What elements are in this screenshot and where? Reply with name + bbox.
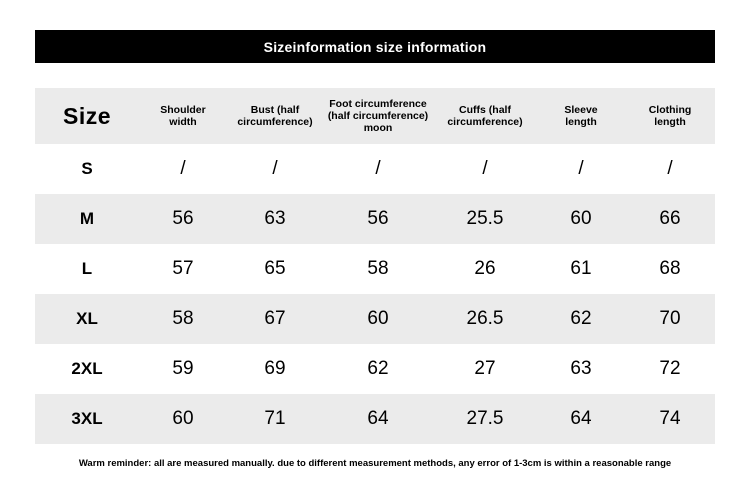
cell-clothing: 70 <box>659 308 681 329</box>
column-header-cuffs <box>433 88 537 144</box>
cell-cuffs: 25.5 <box>466 208 504 229</box>
header-line-1: Clothing <box>648 103 692 116</box>
table-row <box>35 144 715 194</box>
header-line-1: Cuffs (half circumference) <box>447 103 523 128</box>
row-size-label: M <box>79 209 95 228</box>
cell-cuffs: / <box>482 158 488 179</box>
header-line-1: Sleeve <box>564 103 598 116</box>
table-row <box>35 244 715 294</box>
header-line-2: length <box>654 116 686 128</box>
title-bar <box>35 30 715 63</box>
header-line-2: moon <box>363 122 393 135</box>
cell-shoulder: 56 <box>172 208 194 229</box>
cell-cuffs: 27 <box>474 358 496 379</box>
cell-bust: 67 <box>264 308 286 329</box>
header-line-1: Shoulder <box>160 103 206 116</box>
table-row <box>35 344 715 394</box>
cell-sleeve: 61 <box>570 258 592 279</box>
row-size-label: XL <box>76 309 98 328</box>
column-header-bust <box>227 88 323 144</box>
cell-foot: 56 <box>367 208 389 229</box>
cell-shoulder: 60 <box>172 408 194 429</box>
cell-sleeve: 62 <box>570 308 592 329</box>
cell-foot: 60 <box>367 308 389 329</box>
column-header-size: Size <box>62 102 112 129</box>
cell-sleeve: 60 <box>570 208 592 229</box>
cell-cuffs: 26.5 <box>466 308 504 329</box>
cell-shoulder: 59 <box>172 358 194 379</box>
cell-bust: / <box>272 158 278 179</box>
header-line-1: Bust (half <box>250 103 300 116</box>
cell-shoulder: 57 <box>172 258 194 279</box>
column-header-sleeve-length <box>537 88 625 144</box>
table-row <box>35 294 715 344</box>
header-line-2: circumference) <box>237 116 313 128</box>
warm-reminder-note: Warm reminder: all are measured manually. due to different measurement methods, any error of 1-3cm is within a reasonable range <box>78 458 672 469</box>
row-size-label: 3XL <box>71 409 103 428</box>
header-line-1: Foot circumference (half circumference) <box>327 97 429 122</box>
cell-foot: 64 <box>367 408 389 429</box>
table-header-row <box>35 88 715 144</box>
table-row <box>35 194 715 244</box>
row-size-label: S <box>81 159 93 178</box>
row-size-label: L <box>81 259 93 278</box>
cell-clothing: 68 <box>659 258 681 279</box>
cell-bust: 71 <box>264 408 286 429</box>
header-line-2: length <box>565 116 597 128</box>
column-header-foot-circumference <box>323 88 433 144</box>
cell-clothing: 66 <box>659 208 681 229</box>
table-row <box>35 394 715 444</box>
cell-shoulder: / <box>180 158 186 179</box>
cell-foot: 58 <box>367 258 389 279</box>
cell-bust: 65 <box>264 258 286 279</box>
page-title: Sizeinformation size information <box>263 38 487 55</box>
cell-clothing: 74 <box>659 408 681 429</box>
header-line-2: width <box>169 116 197 128</box>
cell-foot: 62 <box>367 358 389 379</box>
cell-clothing: 72 <box>659 358 681 379</box>
cell-shoulder: 58 <box>172 308 194 329</box>
cell-sleeve: / <box>578 158 584 179</box>
cell-sleeve: 64 <box>570 408 592 429</box>
column-header-shoulder-width <box>139 88 227 144</box>
cell-cuffs: 26 <box>474 258 496 279</box>
row-size-label: 2XL <box>71 359 103 378</box>
cell-foot: / <box>375 158 381 179</box>
column-header-clothing-length <box>625 88 715 144</box>
cell-clothing: / <box>667 158 673 179</box>
cell-bust: 69 <box>264 358 286 379</box>
cell-sleeve: 63 <box>570 358 592 379</box>
cell-bust: 63 <box>264 208 286 229</box>
cell-cuffs: 27.5 <box>466 408 504 429</box>
size-information-table <box>35 88 715 444</box>
